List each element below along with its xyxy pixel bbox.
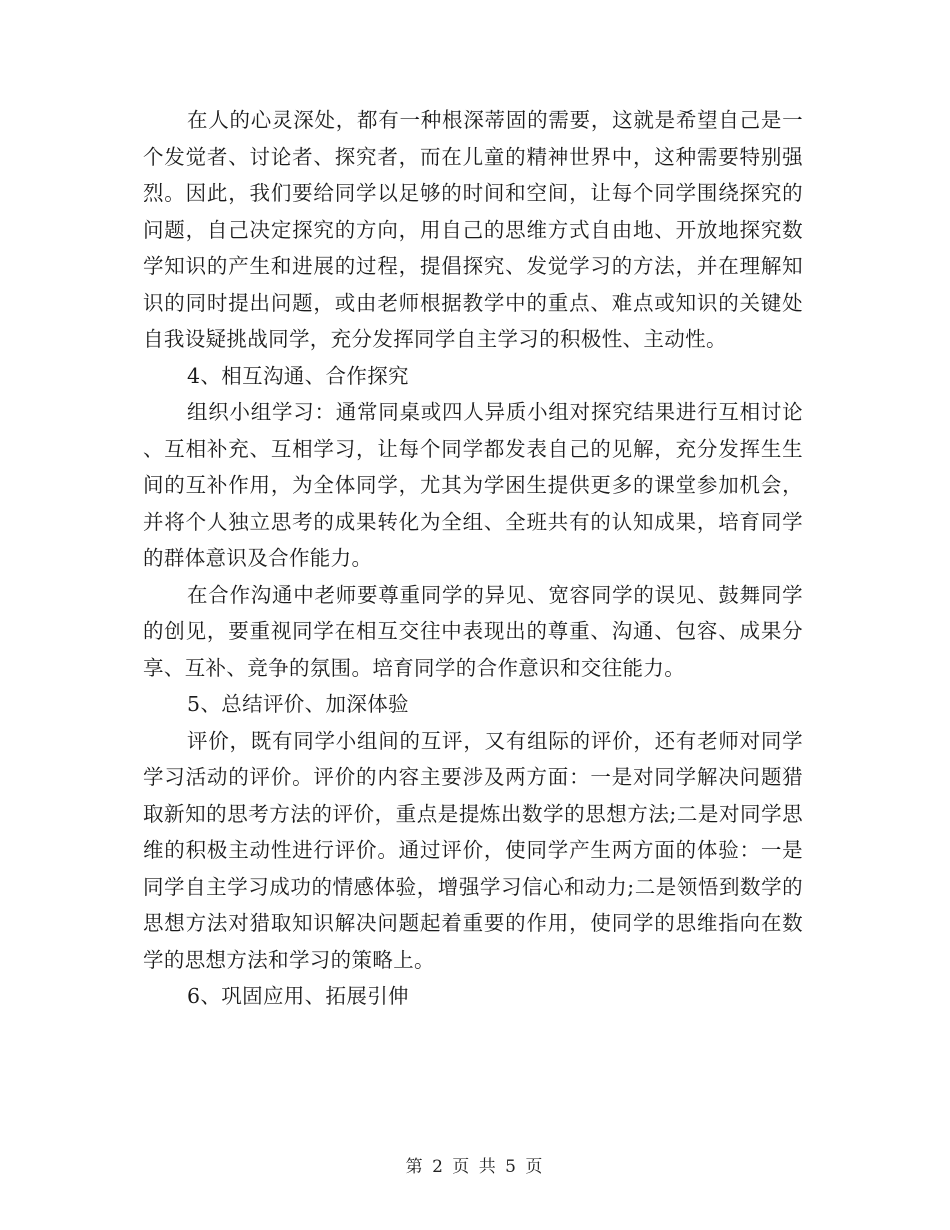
section-heading-4: 4、相互沟通、合作探究 [187,363,409,388]
paragraph-evaluation: 评价，既有同学小组间的互评，又有组际的评价，还有老师对同学学习活动的评价。评价的内容主要涉及两方面：一是对同学解决问题猎取新知的思考方法的评价，重点是提炼出数学的思想方法;二是对同学思维的积极主动性进行评价。通过评价，使同学产生两方面的体验：一是同学自主学习成功的情感体验，增强学习信心和动力;二是领悟到数学的思想方法对猎取知识解决问题起着重要的作用，使同学的思维指向在数学的思想方法和学习的策略上。 [143,728,803,972]
section-heading-5: 5、总结评价、加深体验 [187,692,409,716]
paragraph-intro: 在人的心灵深处，都有一种根深蒂固的需要，这就是希望自己是一个发觉者、讨论者、探究者，而在儿童的精神世界中，这种需要特别强烈。因此，我们要给同学以足够的时间和空间，让每个同学围绕探究的问题，自己决定探究的方向，用自己的思维方式自由地、开放地探究数学知识的产生和进展的过程，提倡探究、发觉学习的方法，并在理解知识的同时提出问题，或由老师根据教学中的重点、难点或知识的关键处自我设疑挑战同学，充分发挥同学自主学习的积极性、主动性。 [143,108,803,351]
paragraph-cooperation: 在合作沟通中老师要尊重同学的异见、宽容同学的误见、鼓舞同学的创见，要重视同学在相互交往中表现出的尊重、沟通、包容、成果分享、互补、竞争的氛围。培育同学的合作意识和交往能力。 [143,582,803,680]
section-heading-6: 6、巩固应用、拓展引伸 [187,984,409,1008]
document-body [143,102,803,1015]
paragraph-group-study: 组织小组学习：通常同桌或四人异质小组对探究结果进行互相讨论、互相补充、互相学习，让每个同学都发表自己的见解，充分发挥生生间的互补作用，为全体同学，尤其为学困生提供更多的课堂参加机会，并将个人独立思考的成果转化为全组、全班共有的认知成果，培育同学的群体意识及合作能力。 [143,400,803,570]
page-number-footer: 第 2 页 共 5 页 [405,1157,545,1177]
